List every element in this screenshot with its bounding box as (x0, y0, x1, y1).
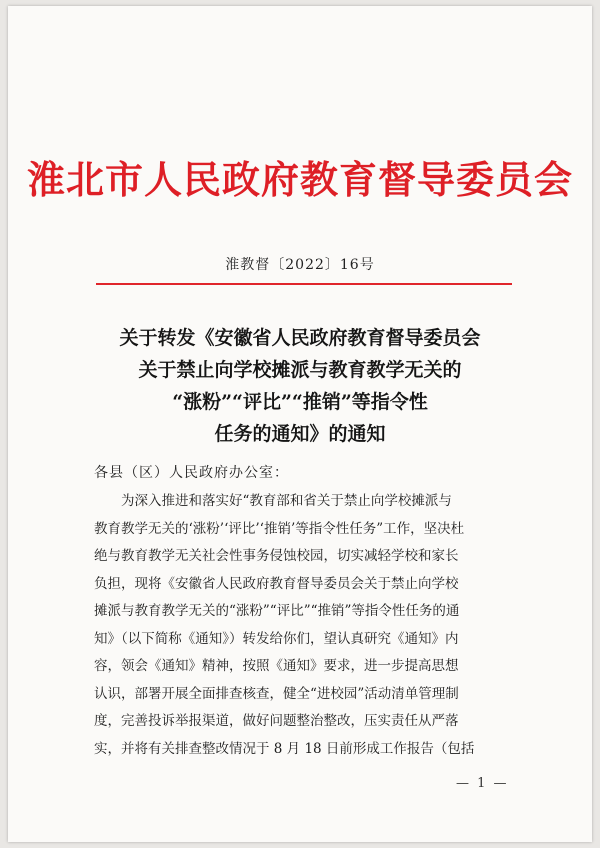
document-page (8, 6, 592, 842)
body-line: 教育教学无关的‘涨粉’‘评比’‘推销’等指令性任务”工作，坚决杜 (94, 520, 465, 537)
document-title (8, 322, 592, 450)
body-text (94, 488, 520, 763)
title-line: 任务的通知》的通知 (214, 423, 386, 445)
red-divider-line (96, 283, 512, 285)
body-line: 负担，现将《安徽省人民政府教育督导委员会关于禁止向学校 (94, 575, 459, 592)
title-line: “涨粉”“评比”“推销”等指令性 (172, 391, 428, 413)
body-line: 摊派与教育教学无关的“涨粉”“评比”“推销”等指令性任务的通 (94, 603, 460, 619)
page-number: — 1 — (456, 776, 509, 791)
salutation: 各县（区）人民政府办公室： (94, 465, 289, 481)
title-line: 关于转发《安徽省人民政府教育督导委员会 (119, 327, 481, 349)
title-line: 关于禁止向学校摊派与教育教学无关的 (138, 359, 462, 381)
body-line: 实，并将有关排查整改情况于 8 月 18 日前形成工作报告（包括 (94, 740, 475, 757)
issuer-name: 淮北市人民政府教育督导委员会 (26, 157, 573, 202)
document-number: 淮教督〔2022〕16号 (225, 257, 375, 273)
body-line: 知》（以下简称《通知》）转发给你们，望认真研究《通知》内 (94, 630, 459, 647)
body-line: 容，领会《通知》精神，按照《通知》要求，进一步提高思想 (94, 658, 459, 674)
body-line: 绝与教育教学无关社会性事务侵蚀校园，切实减轻学校和家长 (94, 548, 459, 564)
body-line: 为深入推进和落实好“教育部和省关于禁止向学校摊派与 (121, 493, 452, 509)
body-line: 度，完善投诉举报渠道，做好问题整治整改，压实责任从严落 (94, 713, 459, 729)
body-line: 认识，部署开展全面排查核查，健全“进校园”活动清单管理制 (94, 685, 459, 702)
